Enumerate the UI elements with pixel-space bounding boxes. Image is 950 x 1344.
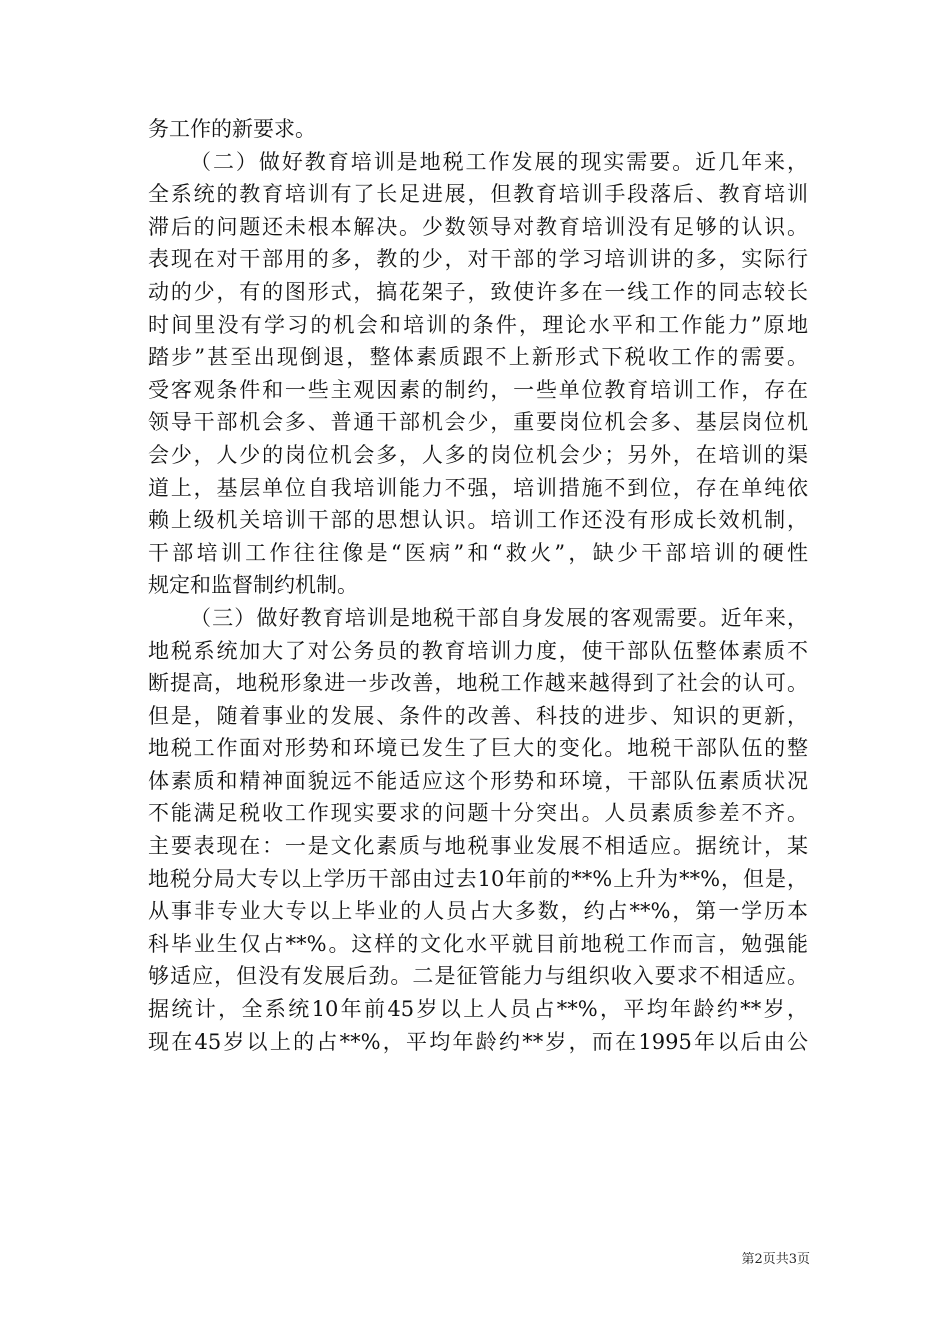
text-line: 时间里没有学习的机会和培训的条件，理论水平和工作能力”原地 [148, 312, 808, 337]
text-line: 体素质和精神面貌远不能适应这个形势和环境，干部队伍素质状况 [148, 768, 808, 793]
text-line: 道上，基层单位自我培训能力不强，培训措施不到位，存在单纯依 [148, 475, 808, 500]
text-line: 但是，随着事业的发展、条件的改善、科技的进步、知识的更新， [148, 703, 808, 728]
text-line: 地税分局大专以上学历干部由过去10年前的**%上升为**%，但是， [148, 866, 808, 891]
text-line: 从事非专业大专以上毕业的人员占大多数，约占**%，第一学历本 [148, 899, 808, 924]
text-line: 务工作的新要求。 [148, 117, 316, 141]
text-line: 踏步”甚至出现倒退，整体素质跟不上新形式下税收工作的需要。 [148, 345, 808, 370]
text-line: 够适应，但没有发展后劲。二是征管能力与组织收入要求不相适应。 [148, 964, 808, 989]
text-line: 地税工作面对形势和环境已发生了巨大的变化。地税干部队伍的整 [148, 736, 808, 761]
text-line: 断提高，地税形象进一步改善，地税工作越来越得到了社会的认可。 [148, 671, 808, 696]
text-line: 会少，人少的岗位机会多，人多的岗位机会少；另外，在培训的渠 [148, 442, 808, 467]
text-line: 动的少，有的图形式，搞花架子，致使许多在一线工作的同志较长 [148, 279, 808, 304]
text-line: 地税系统加大了对公务员的教育培训力度，使干部队伍整体素质不 [148, 638, 808, 663]
text-line: 受客观条件和一些主观因素的制约，一些单位教育培训工作，存在 [148, 377, 808, 402]
text-line: （三）做好教育培训是地税干部自身发展的客观需要。近年来， [190, 605, 808, 630]
text-line: 领导干部机会多、普通干部机会少，重要岗位机会多、基层岗位机 [148, 410, 808, 435]
text-line: （二）做好教育培训是地税工作发展的现实需要。近几年来， [190, 149, 808, 174]
text-line: 滞后的问题还未根本解决。少数领导对教育培训没有足够的认识。 [148, 214, 808, 239]
text-line: 现在45岁以上的占**%，平均年龄约**岁，而在1995年以后由公 [148, 1029, 808, 1054]
text-line: 主要表现在：一是文化素质与地税事业发展不相适应。据统计，某 [148, 834, 808, 859]
text-line: 干部培训工作往往像是“医病”和“救火”，缺少干部培训的硬性 [148, 540, 808, 565]
page-number-footer: 第2页共3页 [741, 1252, 810, 1267]
text-line: 赖上级机关培训干部的思想认识。培训工作还没有形成长效机制， [148, 508, 808, 533]
text-line: 全系统的教育培训有了长足进展，但教育培训手段落后、教育培训 [148, 182, 808, 207]
text-line: 科毕业生仅占**%。这样的文化水平就目前地税工作而言，勉强能 [148, 931, 808, 956]
text-line: 据统计，全系统10年前45岁以上人员占**%，平均年龄约**岁， [148, 997, 808, 1022]
text-line: 表现在对干部用的多，教的少，对干部的学习培训讲的多，实际行 [148, 247, 808, 272]
body-text [148, 113, 808, 1058]
text-line: 不能满足税收工作现实要求的问题十分突出。人员素质参差不齐。 [148, 801, 808, 826]
text-line: 规定和监督制约机制。 [148, 573, 358, 598]
